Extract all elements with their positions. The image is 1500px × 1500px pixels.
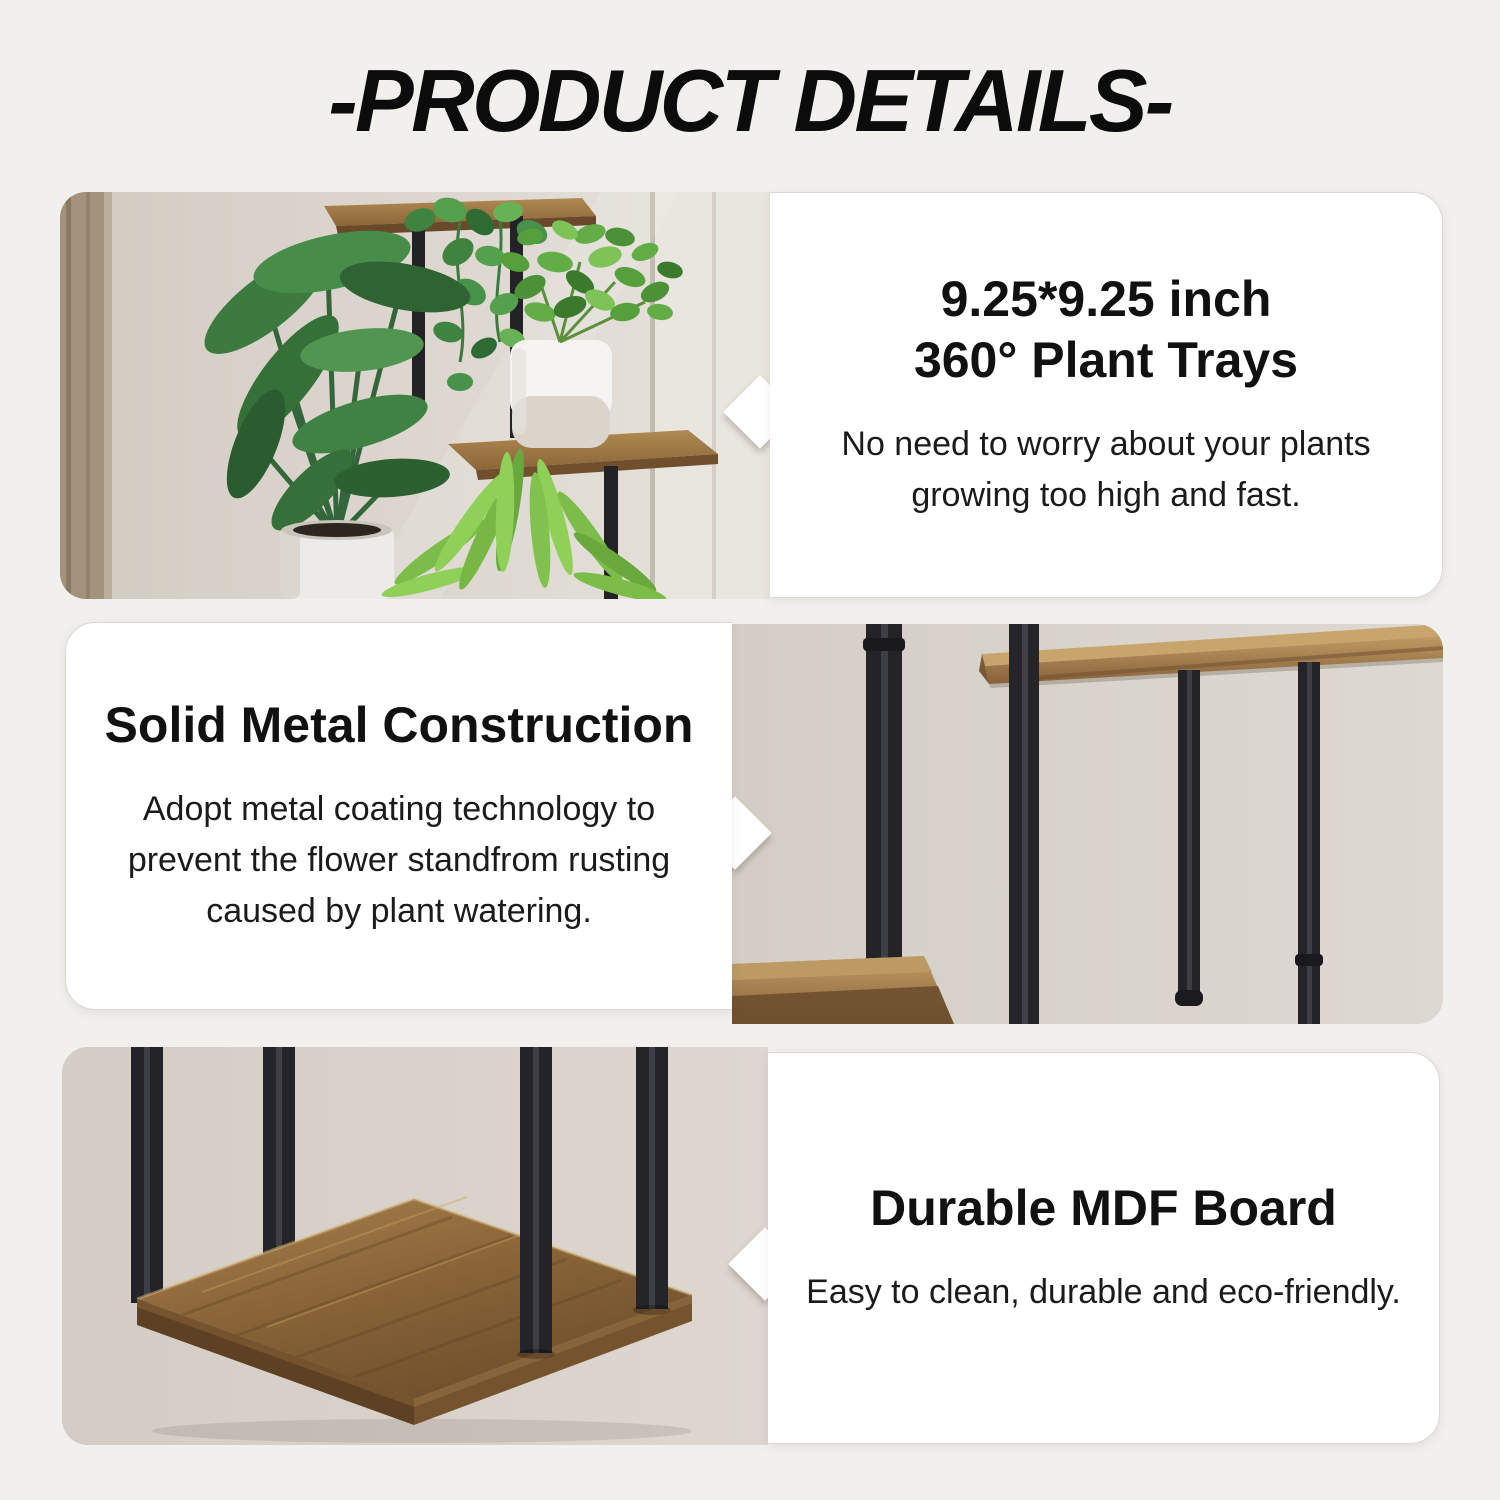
callout-heading: 9.25*9.25 inch 360° Plant Trays: [913, 271, 1299, 388]
metal-poles-illustration: [732, 624, 1443, 1024]
callout-body: Easy to clean, durable and eco-friendly.: [806, 1273, 1401, 1311]
photo-metal-poles: [732, 624, 1443, 1024]
section-mdf-board: [0, 1047, 1500, 1445]
callout-body: Adopt metal coating technology to prevent the flower standfrom rusting caused by plant watering.: [127, 790, 671, 930]
callout-plant-trays: [770, 192, 1443, 598]
callout-heading: Durable MDF Board: [870, 1180, 1337, 1236]
section-plant-trays: [0, 192, 1500, 599]
callout-body: No need to worry about your plants growing too high and fast.: [841, 425, 1371, 514]
callout-heading: Solid Metal Construction: [104, 697, 694, 753]
photo-plant-stand: [60, 192, 770, 599]
page-title: -PRODUCT DETAILS-: [328, 51, 1172, 150]
mdf-board-illustration: [62, 1047, 768, 1445]
photo-mdf-board: [62, 1047, 768, 1445]
section-metal-construction: [0, 622, 1500, 1024]
callout-mdf-board: [768, 1052, 1440, 1444]
plant-stand-illustration: [60, 192, 770, 599]
callout-metal-construction: [65, 622, 732, 1010]
